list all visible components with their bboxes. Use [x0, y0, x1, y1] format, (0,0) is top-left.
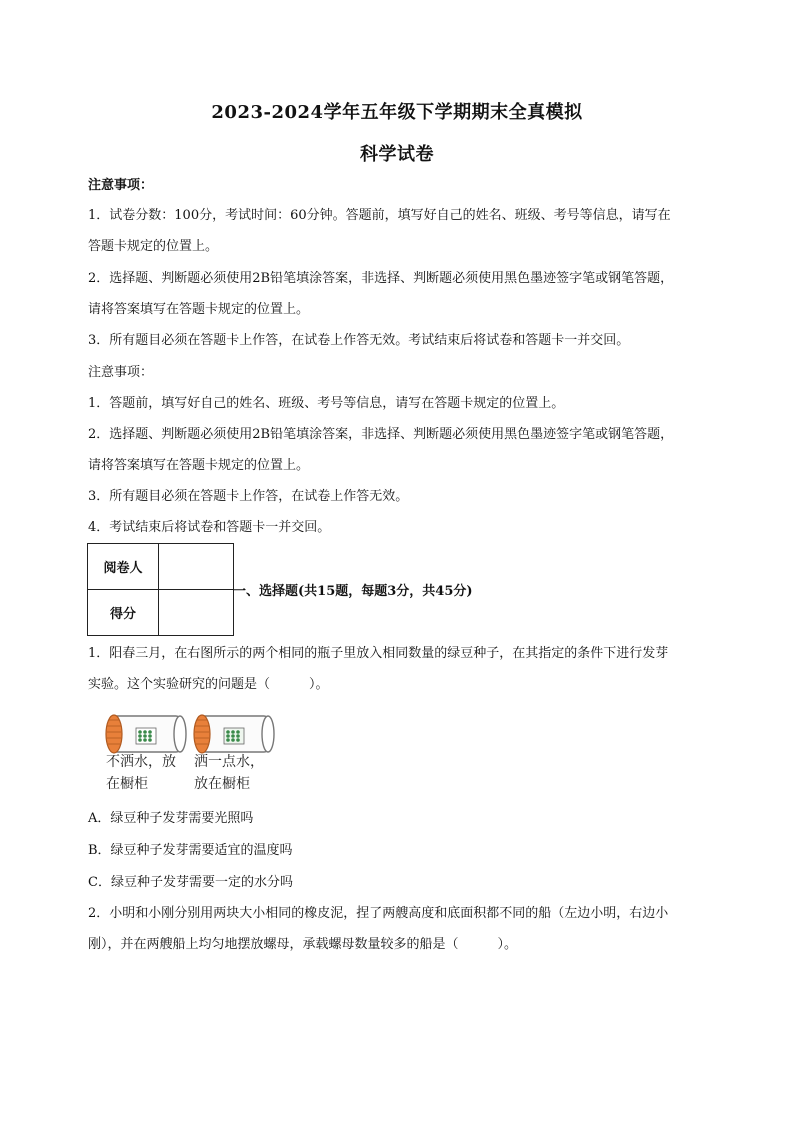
- notice2-line: 4．考试结束后将试卷和答题卡一并交回。: [88, 520, 331, 535]
- jar-caption-left-1: 不洒水，放: [106, 754, 176, 770]
- jar-caption-right-2: 放在橱柜: [194, 776, 250, 792]
- notice2-line: 2．选择题、判断题必须使用2B铅笔填涂答案，非选择、判断题必须使用黑色墨迹签字笔或钢笔答题，: [88, 427, 674, 442]
- notice1-line: 请将答案填写在答题卡规定的位置上。: [88, 302, 310, 317]
- notice1-line: 1．试卷分数：100分，考试时间：60分钟。答题前，填写好自己的姓名、班级、考号等信息，请写在: [88, 208, 671, 223]
- reviewer-label: 阅卷人: [88, 544, 159, 590]
- notice1-line: 2．选择题、判断题必须使用2B铅笔填涂答案，非选择、判断题必须使用黑色墨迹签字笔或钢笔答题，: [88, 271, 674, 286]
- question-2-text: 2．小明和小刚分别用两块大小相同的橡皮泥，捏了两艘高度和底面积都不同的船（左边小明，右边小: [88, 906, 669, 921]
- score-field[interactable]: [159, 590, 234, 636]
- question-2-text: 刚），并在两艘船上均匀地摆放螺母，承载螺母数量较多的船是（ ）。: [88, 937, 518, 952]
- jar-caption-left-2: 在橱柜: [106, 776, 148, 792]
- dry-jar-icon: [106, 715, 186, 753]
- option-a[interactable]: A．绿豆种子发芽需要光照吗: [88, 811, 254, 826]
- notice1-line: 3．所有题目必须在答题卡上作答，在试卷上作答无效。考试结束后将试卷和答题卡一并交回。: [88, 333, 630, 348]
- page-subtitle: 科学试卷: [360, 144, 434, 165]
- question-1-text: 1．阳春三月，在右图所示的两个相同的瓶子里放入相同数量的绿豆种子，在其指定的条件下进行发芽: [88, 646, 669, 661]
- page-title: 2023-2024学年五年级下学期期末全真模拟: [211, 102, 583, 123]
- watered-jar-icon: [194, 715, 274, 753]
- option-c[interactable]: C．绿豆种子发芽需要一定的水分吗: [88, 875, 293, 890]
- notice2-line: 请将答案填写在答题卡规定的位置上。: [88, 458, 310, 473]
- score-label: 得分: [88, 590, 159, 636]
- notice2-line: 3．所有题目必须在答题卡上作答，在试卷上作答无效。: [88, 489, 409, 504]
- section-heading: 一、选择题(共15题，每题3分，共45分): [233, 584, 473, 599]
- notice1-line: 答题卡规定的位置上。: [88, 239, 219, 254]
- question-1-text: 实验。这个实验研究的问题是（ ）。: [88, 677, 329, 692]
- jar-caption-right-1: 洒一点水，: [194, 754, 264, 770]
- notice1-heading: 注意事项：: [88, 178, 154, 193]
- notice2-line: 1．答题前，填写好自己的姓名、班级、考号等信息，请写在答题卡规定的位置上。: [88, 396, 565, 411]
- notice2-heading: 注意事项：: [88, 365, 154, 380]
- option-b[interactable]: B．绿豆种子发芽需要适宜的温度吗: [88, 843, 293, 858]
- grading-box: [87, 543, 234, 636]
- reviewer-field[interactable]: [159, 544, 234, 590]
